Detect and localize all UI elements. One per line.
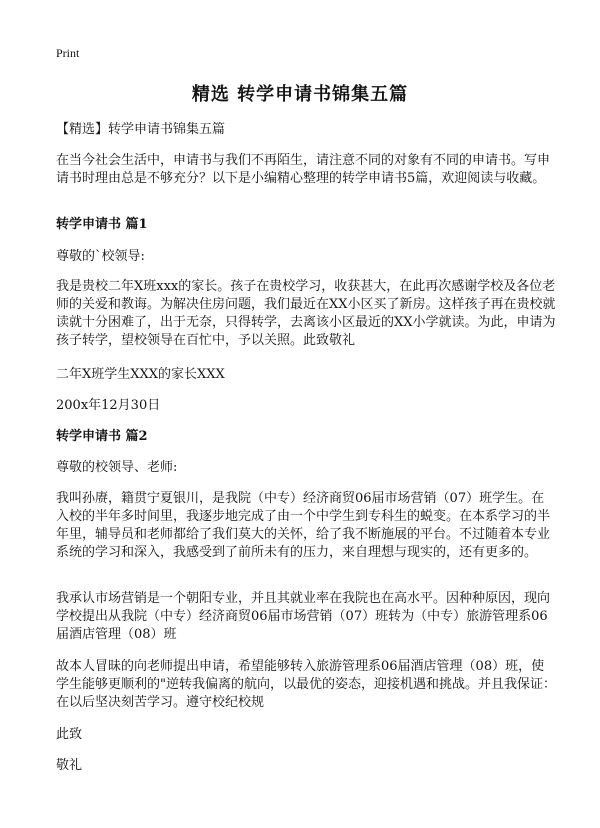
page-title: 精选 转学申请书锦集五篇	[191, 84, 409, 105]
section-2-closing-1: 此致	[56, 727, 83, 742]
print-label: Print	[56, 46, 80, 60]
subtitle: 【精选】转学申请书锦集五篇	[56, 122, 226, 137]
section-1-heading: 转学申请书 篇1	[56, 217, 148, 232]
section-2-body-2: 我承认市场营销是一个朝阳专业，并且其就业率在我院也在高水平。因种种原因，现向学校提出从我院（中专）经济商贸06届市场营销（07）班转为（中专）旅游管理系06届酒店管理（08）班	[56, 591, 551, 642]
section-2-closing-2: 敬礼	[56, 758, 83, 773]
section-2-heading: 转学申请书 篇2	[56, 429, 148, 444]
section-2-body-3: 故本人冒昧的向老师提出申请，希望能够转入旅游管理系06届酒店管理（08）班，使学生能够更顺利的"逆转我偏离的航向，以最优的姿态，迎接机遇和挑战。并且我保证：在以后坚决刻苦学习。遵守校纪校规	[56, 659, 556, 710]
section-1-body: 我是贵校二年X班xxx的家长。孩子在贵校学习，收获甚大，在此再次感谢学校及各位老师的关爱和教诲。为解决住房问题，我们最近在XX小区买了新房。这样孩子再在贵校就读就十分困难了，出于无奈，只得转学，去离该小区最近的XX小学就读。为此，申请为孩子转学，望校领导在百忙中，予以关照。此致敬礼	[56, 279, 556, 348]
section-1-date: 200x年12月30日	[56, 398, 161, 413]
intro-paragraph: 在当今社会生活中，申请书与我们不再陌生，请注意不同的对象有不同的申请书。写申请书时理由总是不够充分？以下是小编精心整理的转学申请书5篇，欢迎阅读与收藏。	[56, 153, 551, 186]
section-2-greeting: 尊敬的校领导、老师:	[56, 460, 178, 475]
section-1-signature: 二年X班学生XXX的家长XXX	[56, 367, 225, 382]
section-1-greeting: 尊敬的`校领导:	[56, 249, 145, 264]
section-2-body-1: 我叫孙赓，籍贯宁夏银川，是我院（中专）经济商贸06届市场营销（07）班学生。在入校的半年多时间里，我逐步地完成了由一个中学生到专科生的蜕变。在本系学习的半年里，辅导员和老师都给了我们莫大的关怀，给了我不断施展的平台。不过随着本专业系统的学习和深入，我感受到了前所未有的压力，来自理想与现实的，还有更多的。	[56, 491, 551, 560]
